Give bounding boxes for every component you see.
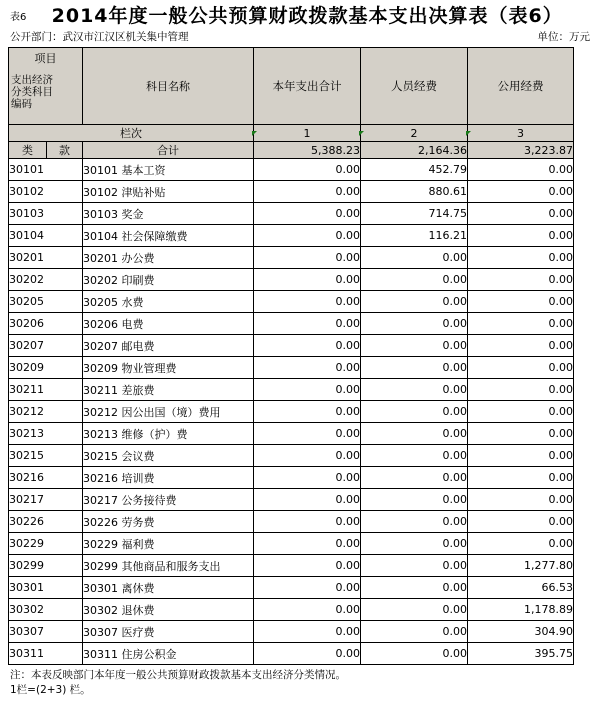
table-number: 表6 — [10, 12, 27, 23]
page-title: 2014年度一般公共预算财政拨款基本支出决算表（表6） — [51, 5, 563, 27]
row-code-class: 30311 — [9, 643, 83, 665]
table-row — [9, 533, 574, 555]
row-public: 0.00 — [468, 357, 574, 379]
table-row — [9, 445, 574, 467]
row-subject-name: 30311 住房公积金 — [83, 643, 254, 665]
table-row — [9, 203, 574, 225]
row-total: 0.00 — [254, 401, 361, 423]
row-subject-name: 30103 奖金 — [83, 203, 254, 225]
table-body — [9, 159, 574, 665]
header-personnel: 人员经费 — [361, 48, 468, 125]
table-row — [9, 225, 574, 247]
row-public: 0.00 — [468, 247, 574, 269]
title-row — [8, 4, 592, 28]
row-public: 1,178.89 — [468, 599, 574, 621]
notes-block — [8, 668, 592, 698]
col-num-3: 3 — [468, 125, 574, 142]
table-row — [9, 247, 574, 269]
row-subject-name: 30104 社会保障缴费 — [83, 225, 254, 247]
row-subject-name: 30212 因公出国（境）费用 — [83, 401, 254, 423]
header-subject-name: 科目名称 — [83, 48, 254, 125]
row-personnel: 0.00 — [361, 467, 468, 489]
total-value-2: 2,164.36 — [361, 142, 468, 159]
row-personnel: 0.00 — [361, 511, 468, 533]
table-row — [9, 401, 574, 423]
row-total: 0.00 — [254, 423, 361, 445]
row-public: 0.00 — [468, 379, 574, 401]
row-subject-name: 30211 差旅费 — [83, 379, 254, 401]
row-public: 0.00 — [468, 511, 574, 533]
row-subject-name: 30226 劳务费 — [83, 511, 254, 533]
row-code-class: 30302 — [9, 599, 83, 621]
total-value-3: 3,223.87 — [468, 142, 574, 159]
row-subject-name: 30213 维修（护）费 — [83, 423, 254, 445]
row-personnel: 452.79 — [361, 159, 468, 181]
row-total: 0.00 — [254, 313, 361, 335]
row-code-class: 30211 — [9, 379, 83, 401]
row-subject-name: 30215 会议费 — [83, 445, 254, 467]
row-code-class: 30215 — [9, 445, 83, 467]
corner-cell — [9, 48, 83, 125]
row-total: 0.00 — [254, 533, 361, 555]
row-public: 395.75 — [468, 643, 574, 665]
row-personnel: 116.21 — [361, 225, 468, 247]
header-section: 款 — [47, 142, 83, 159]
row-personnel: 0.00 — [361, 357, 468, 379]
row-code-class: 30229 — [9, 533, 83, 555]
row-total: 0.00 — [254, 467, 361, 489]
table-row — [9, 181, 574, 203]
table-row — [9, 335, 574, 357]
row-public: 0.00 — [468, 313, 574, 335]
row-personnel: 0.00 — [361, 445, 468, 467]
total-row-label: 合计 — [83, 142, 254, 159]
row-public: 0.00 — [468, 225, 574, 247]
row-public: 0.00 — [468, 533, 574, 555]
row-subject-name: 30216 培训费 — [83, 467, 254, 489]
row-public: 0.00 — [468, 423, 574, 445]
row-total: 0.00 — [254, 247, 361, 269]
marker-icon-1 — [252, 131, 257, 136]
table-row — [9, 599, 574, 621]
row-subject-name: 30205 水费 — [83, 291, 254, 313]
header-class: 类 — [9, 142, 47, 159]
row-total: 0.00 — [254, 291, 361, 313]
row-subject-name: 30206 电费 — [83, 313, 254, 335]
row-code-class: 30103 — [9, 203, 83, 225]
row-code-class: 30226 — [9, 511, 83, 533]
row-code-class: 30213 — [9, 423, 83, 445]
row-subject-name: 30201 办公费 — [83, 247, 254, 269]
table-header — [9, 48, 574, 159]
row-code-class: 30216 — [9, 467, 83, 489]
row-public: 0.00 — [468, 467, 574, 489]
header-public: 公用经费 — [468, 48, 574, 125]
note-line-2: 1栏=(2+3) 栏。 — [10, 684, 91, 696]
table-row — [9, 159, 574, 181]
row-subject-name: 30299 其他商品和服务支出 — [83, 555, 254, 577]
row-total: 0.00 — [254, 489, 361, 511]
row-total: 0.00 — [254, 335, 361, 357]
row-subject-name: 30209 物业管理费 — [83, 357, 254, 379]
row-subject-name: 30102 津贴补贴 — [83, 181, 254, 203]
row-public: 0.00 — [468, 203, 574, 225]
row-code-class: 30102 — [9, 181, 83, 203]
row-code-class: 30101 — [9, 159, 83, 181]
row-personnel: 0.00 — [361, 599, 468, 621]
row-subject-name: 30307 医疗费 — [83, 621, 254, 643]
row-code-class: 30206 — [9, 313, 83, 335]
corner-item-label: 项目 — [34, 52, 57, 65]
subtitle-row — [8, 30, 592, 44]
row-public: 0.00 — [468, 269, 574, 291]
row-total: 0.00 — [254, 511, 361, 533]
row-personnel: 0.00 — [361, 379, 468, 401]
header-total: 本年支出合计 — [254, 48, 361, 125]
row-code-class: 30299 — [9, 555, 83, 577]
row-code-class: 30301 — [9, 577, 83, 599]
table-row — [9, 643, 574, 665]
row-subject-name: 30202 印刷费 — [83, 269, 254, 291]
row-total: 0.00 — [254, 357, 361, 379]
row-code-class: 30205 — [9, 291, 83, 313]
row-code-class: 30207 — [9, 335, 83, 357]
row-personnel: 714.75 — [361, 203, 468, 225]
department-label: 公开部门：武汉市江汉区机关集中管理 — [10, 31, 189, 43]
row-personnel: 0.00 — [361, 533, 468, 555]
row-public: 0.00 — [468, 489, 574, 511]
row-personnel: 0.00 — [361, 401, 468, 423]
row-public: 304.90 — [468, 621, 574, 643]
budget-table — [8, 47, 574, 665]
row-total: 0.00 — [254, 577, 361, 599]
row-subject-name: 30217 公务接待费 — [83, 489, 254, 511]
row-personnel: 880.61 — [361, 181, 468, 203]
row-public: 0.00 — [468, 335, 574, 357]
row-total: 0.00 — [254, 159, 361, 181]
col-num-2: 2 — [361, 125, 468, 142]
table-row — [9, 269, 574, 291]
row-code-class: 30217 — [9, 489, 83, 511]
row-subject-name: 30101 基本工资 — [83, 159, 254, 181]
row-code-class: 30307 — [9, 621, 83, 643]
row-personnel: 0.00 — [361, 489, 468, 511]
table-row — [9, 291, 574, 313]
row-total: 0.00 — [254, 555, 361, 577]
row-personnel: 0.00 — [361, 621, 468, 643]
row-total: 0.00 — [254, 181, 361, 203]
table-row — [9, 577, 574, 599]
table-row — [9, 555, 574, 577]
row-total: 0.00 — [254, 643, 361, 665]
row-public: 0.00 — [468, 445, 574, 467]
row-code-class: 30104 — [9, 225, 83, 247]
row-code-class: 30201 — [9, 247, 83, 269]
row-personnel: 0.00 — [361, 269, 468, 291]
row-personnel: 0.00 — [361, 313, 468, 335]
row-code-class: 30212 — [9, 401, 83, 423]
row-public: 0.00 — [468, 401, 574, 423]
row-code-class: 30209 — [9, 357, 83, 379]
row-subject-name: 30301 离休费 — [83, 577, 254, 599]
col-num-1: 1 — [254, 125, 361, 142]
row-subject-name: 30229 福利费 — [83, 533, 254, 555]
total-value-1: 5,388.23 — [254, 142, 361, 159]
row-personnel: 0.00 — [361, 643, 468, 665]
note-line-1: 注：本表反映部门本年度一般公共预算财政拨款基本支出经济分类情况。 — [10, 669, 346, 681]
unit-label: 单位：万元 — [537, 31, 590, 43]
table-row — [9, 423, 574, 445]
row-personnel: 0.00 — [361, 335, 468, 357]
table-row — [9, 489, 574, 511]
row-total: 0.00 — [254, 445, 361, 467]
row-personnel: 0.00 — [361, 577, 468, 599]
row-total: 0.00 — [254, 621, 361, 643]
row-total: 0.00 — [254, 269, 361, 291]
row-public: 0.00 — [468, 159, 574, 181]
row-label-lanci: 栏次 — [9, 125, 254, 142]
row-public: 1,277.80 — [468, 555, 574, 577]
row-total: 0.00 — [254, 225, 361, 247]
row-subject-name: 30207 邮电费 — [83, 335, 254, 357]
table-row — [9, 357, 574, 379]
corner-left-label: 支出经济分类科目编码 — [11, 74, 53, 110]
row-total: 0.00 — [254, 203, 361, 225]
row-personnel: 0.00 — [361, 291, 468, 313]
marker-icon-2 — [359, 131, 364, 136]
table-row — [9, 467, 574, 489]
table-row — [9, 621, 574, 643]
row-public: 0.00 — [468, 181, 574, 203]
row-personnel: 0.00 — [361, 247, 468, 269]
row-total: 0.00 — [254, 379, 361, 401]
row-personnel: 0.00 — [361, 555, 468, 577]
marker-icon-3 — [466, 131, 471, 136]
table-row — [9, 379, 574, 401]
row-public: 66.53 — [468, 577, 574, 599]
table-row — [9, 511, 574, 533]
row-personnel: 0.00 — [361, 423, 468, 445]
row-subject-name: 30302 退休费 — [83, 599, 254, 621]
row-code-class: 30202 — [9, 269, 83, 291]
row-public: 0.00 — [468, 291, 574, 313]
row-total: 0.00 — [254, 599, 361, 621]
table-row — [9, 313, 574, 335]
